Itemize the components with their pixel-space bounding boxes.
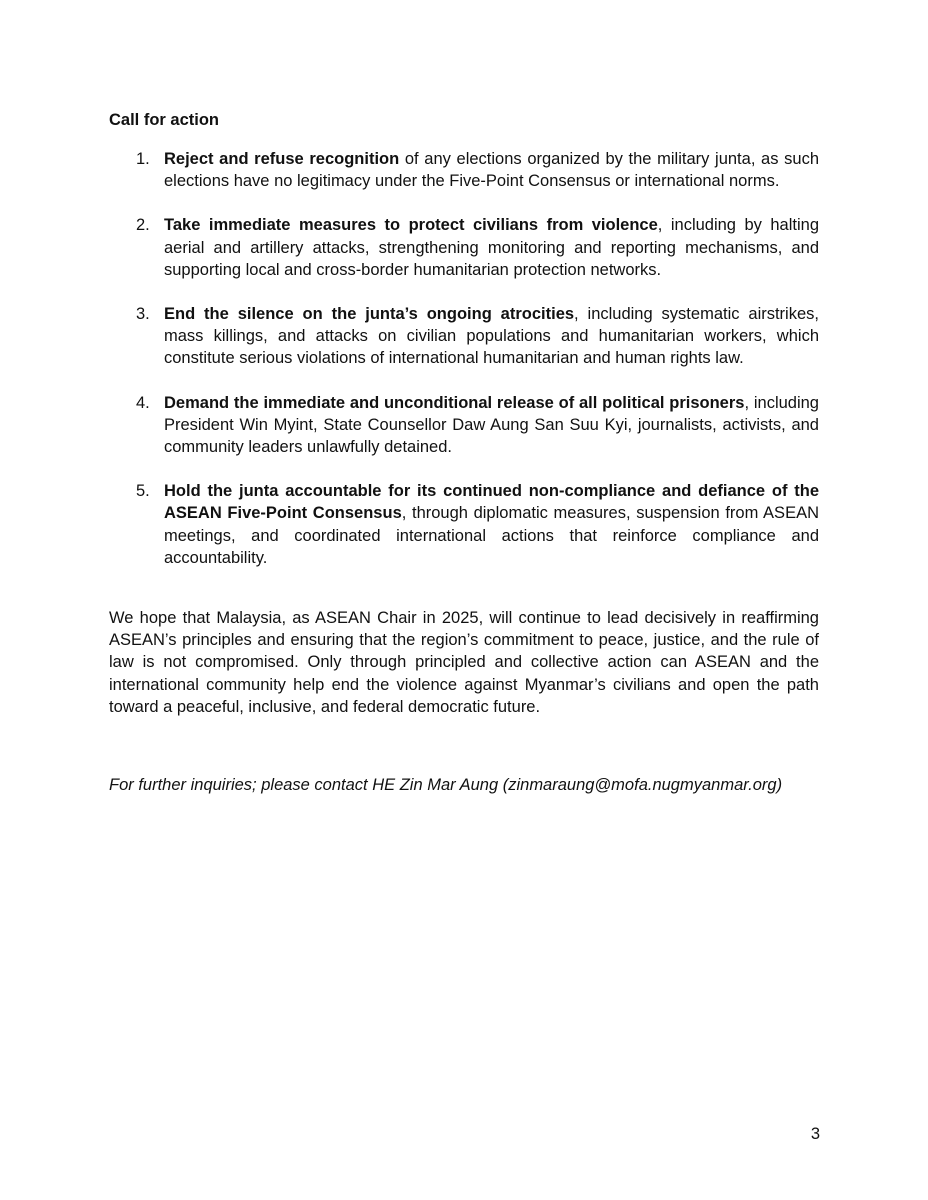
- action-item-4: [109, 392, 819, 459]
- action-bold-text: Reject and refuse recognition: [164, 150, 400, 168]
- action-item-5: [109, 480, 819, 569]
- action-text: of any elections organized by the military junta, as such elections have no legitimacy under the Five-Point Consensus or international norms.: [164, 150, 820, 191]
- action-item-2: [109, 214, 819, 281]
- action-bold-text: Demand the immediate and unconditional release of all political prisoners: [164, 393, 745, 412]
- action-item-3: [109, 303, 819, 370]
- action-number: 2.: [136, 216, 150, 235]
- action-bold-text: Hold the junta accountable for its continued non-compliance and defiance of the ASEAN Five-Point Consensus: [164, 482, 819, 523]
- action-bold-text: Take immediate measures to protect civilians from violence: [164, 216, 658, 235]
- section-heading: Call for action: [109, 111, 220, 129]
- action-number: 4.: [136, 393, 150, 412]
- action-item-1: [109, 148, 819, 192]
- action-number: 5.: [136, 482, 150, 501]
- action-number: 3.: [136, 305, 150, 324]
- action-bold-text: End the silence on the junta’s ongoing atrocities: [164, 305, 575, 324]
- action-text: , including systematic airstrikes, mass killings, and attacks on civilian populations and humanitarian workers, which constitute serious violations of international humanitarian and human rights law.: [164, 305, 819, 368]
- action-list: [109, 148, 819, 591]
- action-text: , including by halting aerial and artillery attacks, strengthening monitoring and reporting mechanisms, and supporting local and cross-border humanitarian protection networks.: [164, 216, 820, 279]
- action-number: 1.: [136, 150, 150, 168]
- closing-paragraph: We hope that Malaysia, as ASEAN Chair in 2025, will continue to lead decisively in reaffirming ASEAN’s principles and ensuring that the region’s commitment to peace, justice, and the rule of law is not compromised. Only through principled and collective action can ASEAN and the international community help end the violence against Myanmar’s civilians and open the path toward a peaceful, inclusive, and federal democratic future.: [109, 609, 819, 716]
- page-number: 3: [810, 1125, 820, 1143]
- action-text: , through diplomatic measures, suspension from ASEAN meetings, and coordinated international actions that reinforce compliance and accountability.: [164, 504, 819, 567]
- action-text: , including President Win Myint, State Counsellor Daw Aung San Suu Kyi, journalists, activists, and community leaders unlawfully detained.: [164, 393, 819, 457]
- contact-line: For further inquiries; please contact HE Zin Mar Aung (zinmaraung@mofa.nugmyanmar.org): [109, 776, 783, 794]
